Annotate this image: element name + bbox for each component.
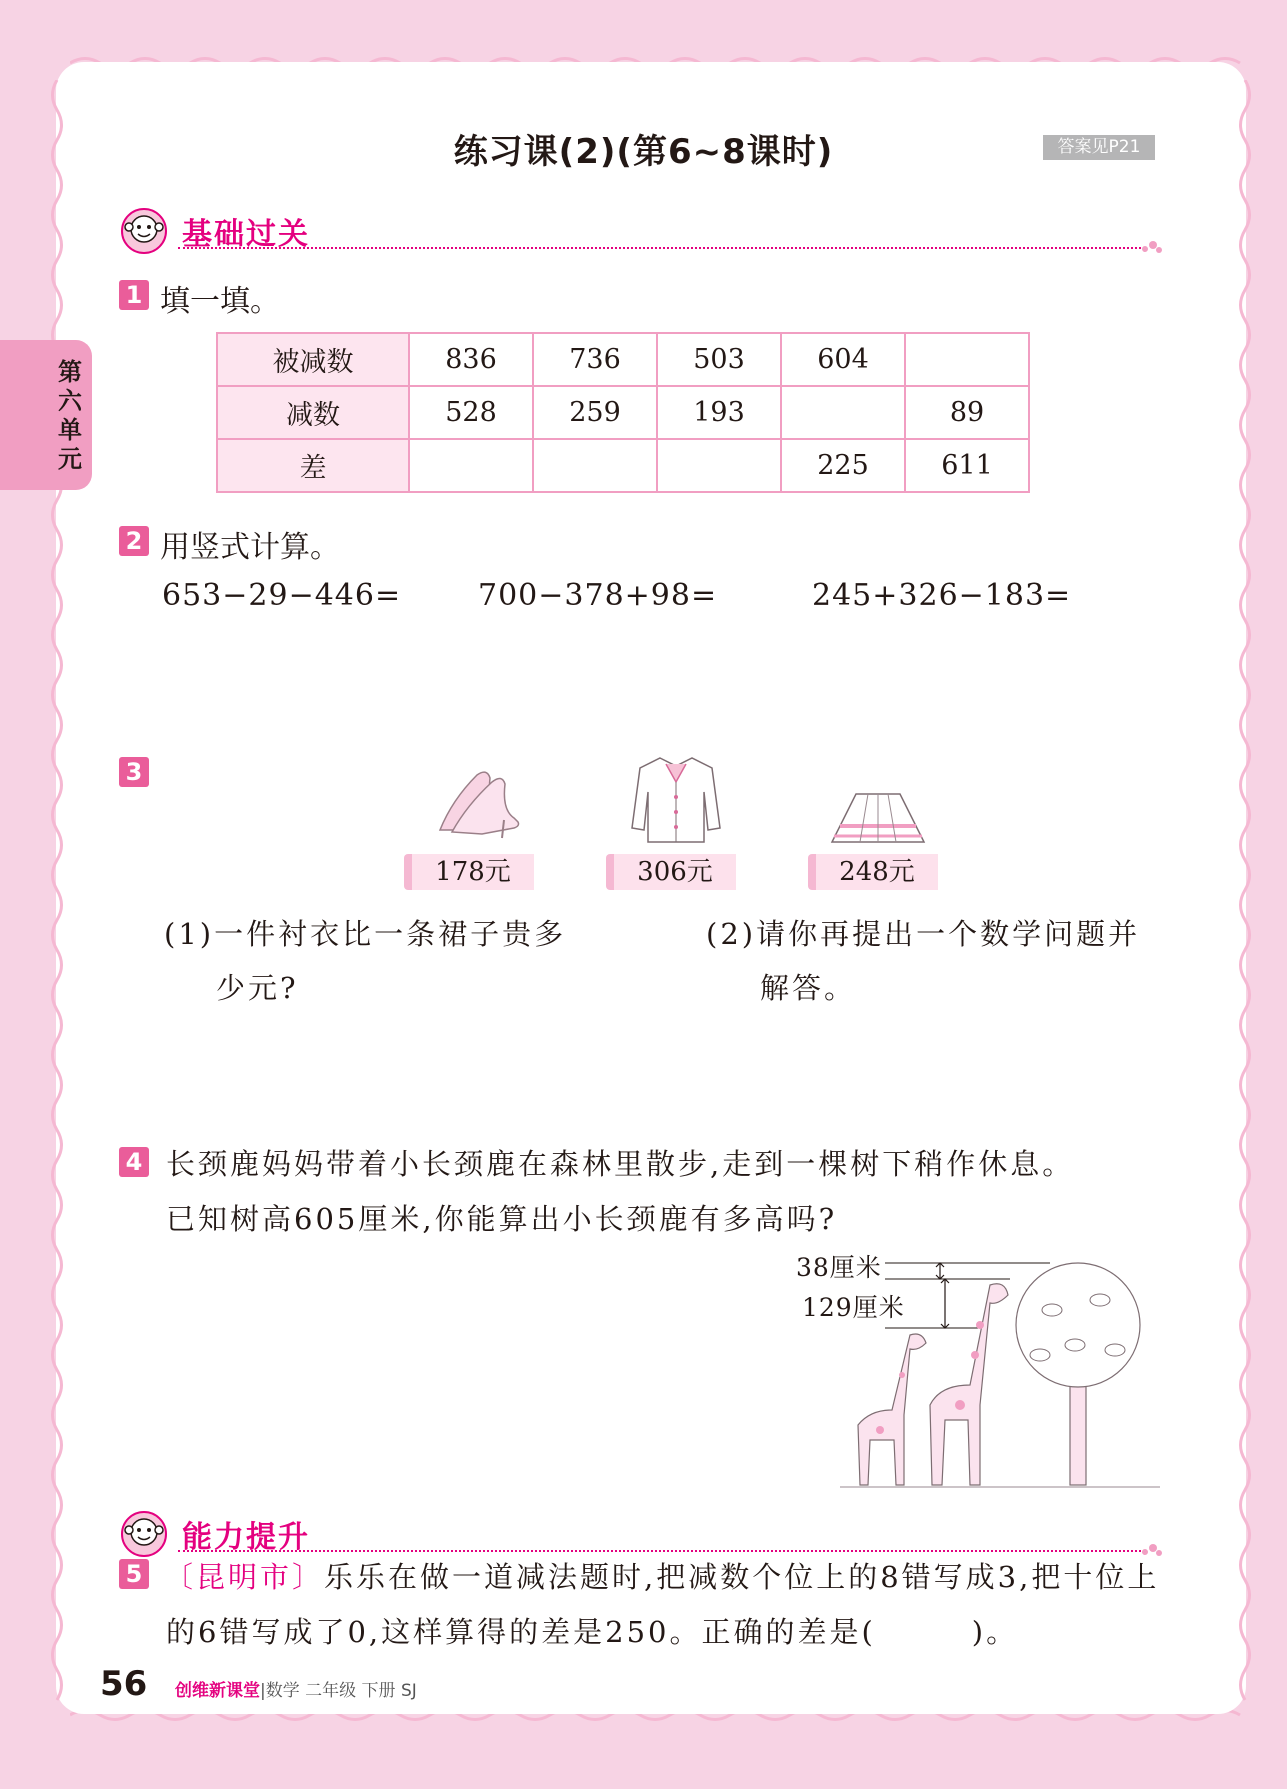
expression: 245+326−183= <box>812 578 1072 613</box>
dots-decoration-icon <box>1139 237 1163 255</box>
question-text-line2: 已知树高605厘米,你能算出小长颈鹿有多高吗? <box>166 1202 838 1236</box>
unit-label: 第六单元 <box>58 358 82 473</box>
tree-icon <box>1016 1263 1140 1485</box>
section-label: 基础过关 <box>182 217 310 252</box>
height-label-mid: 129厘米 <box>802 1293 905 1322</box>
table-cell[interactable]: 604 <box>781 333 905 386</box>
question-title: 用竖式计算。 <box>160 530 340 565</box>
footer-subject: |数学 二年级 下册 SJ <box>260 1681 417 1701</box>
question-text-line1 <box>164 1555 1159 1596</box>
question-text-line1: 长颈鹿妈妈带着小长颈鹿在森林里散步,走到一棵树下稍作休息。 <box>166 1147 1075 1181</box>
region-tag: 〔昆明市〕 <box>164 1560 325 1594</box>
price-tag: 306元 <box>614 854 736 890</box>
high-heels-icon <box>432 760 522 840</box>
row-header: 减数 <box>217 386 409 439</box>
price-tag: 178元 <box>412 854 534 890</box>
table-cell[interactable]: 89 <box>905 386 1029 439</box>
giraffes-tree-illustration <box>830 1255 1170 1495</box>
height-label-top: 38厘米 <box>796 1253 882 1282</box>
table-cell[interactable]: 736 <box>533 333 657 386</box>
footer-info <box>175 1676 417 1701</box>
table-row <box>217 333 1029 386</box>
question-number: 4 <box>119 1147 149 1177</box>
subquestion-1-line2: 少元? <box>216 971 299 1005</box>
question-number: 2 <box>119 526 149 556</box>
table-row <box>217 386 1029 439</box>
table-cell[interactable]: 259 <box>533 386 657 439</box>
row-header: 差 <box>217 439 409 492</box>
shirt-icon <box>630 752 722 844</box>
question-number: 1 <box>119 280 149 310</box>
question-number: 3 <box>119 757 149 787</box>
question-number: 5 <box>119 1559 149 1589</box>
question-title: 填一填。 <box>160 284 280 319</box>
expression: 653−29−446= <box>162 578 402 613</box>
table-cell[interactable]: 503 <box>657 333 781 386</box>
table-cell[interactable]: 193 <box>657 386 781 439</box>
table-cell[interactable]: 528 <box>409 386 533 439</box>
mother-giraffe-icon <box>930 1284 1008 1485</box>
skirt-icon <box>828 790 928 850</box>
table-row <box>217 439 1029 492</box>
page-title: 练习课(2)(第6~8课时) <box>453 132 834 172</box>
subquestion-2-line1: (2)请你再提出一个数学问题并 <box>706 917 1141 951</box>
question-text-line2: 的6错写成了0,这样算得的差是250。正确的差是( )。 <box>166 1615 1019 1649</box>
section-divider <box>178 1550 1145 1552</box>
row-header: 被减数 <box>217 333 409 386</box>
table-cell[interactable] <box>781 386 905 439</box>
table-cell[interactable]: 225 <box>781 439 905 492</box>
unit-side-tab <box>0 340 92 490</box>
baby-giraffe-icon <box>858 1334 926 1485</box>
price-tag: 248元 <box>816 854 938 890</box>
table-cell[interactable] <box>657 439 781 492</box>
subquestion-2-line2: 解答。 <box>760 971 857 1005</box>
subtraction-table <box>216 332 1030 493</box>
section-label: 能力提升 <box>182 1520 310 1555</box>
monkey-mascot-icon <box>118 205 170 255</box>
section-advanced <box>118 1508 1163 1558</box>
wavy-border-right <box>1236 80 1254 1710</box>
subquestion-1-line1: (1)一件衬衣比一条裙子贵多 <box>164 917 567 951</box>
table-cell[interactable] <box>533 439 657 492</box>
question-text: 乐乐在做一道减法题时,把减数个位上的8错写成3,把十位上 <box>324 1560 1160 1594</box>
footer-brand: 创维新课堂 <box>175 1681 260 1701</box>
expression: 700−378+98= <box>478 578 718 613</box>
wavy-border-left <box>48 80 66 1710</box>
section-basic <box>118 205 1163 255</box>
answer-reference: 答案见P21 <box>1043 135 1155 160</box>
table-cell[interactable]: 611 <box>905 439 1029 492</box>
section-divider <box>178 247 1145 249</box>
table-cell[interactable]: 836 <box>409 333 533 386</box>
table-cell[interactable] <box>409 439 533 492</box>
monkey-mascot-icon <box>118 1508 170 1558</box>
table-cell[interactable] <box>905 333 1029 386</box>
page-number: 56 <box>100 1664 148 1704</box>
